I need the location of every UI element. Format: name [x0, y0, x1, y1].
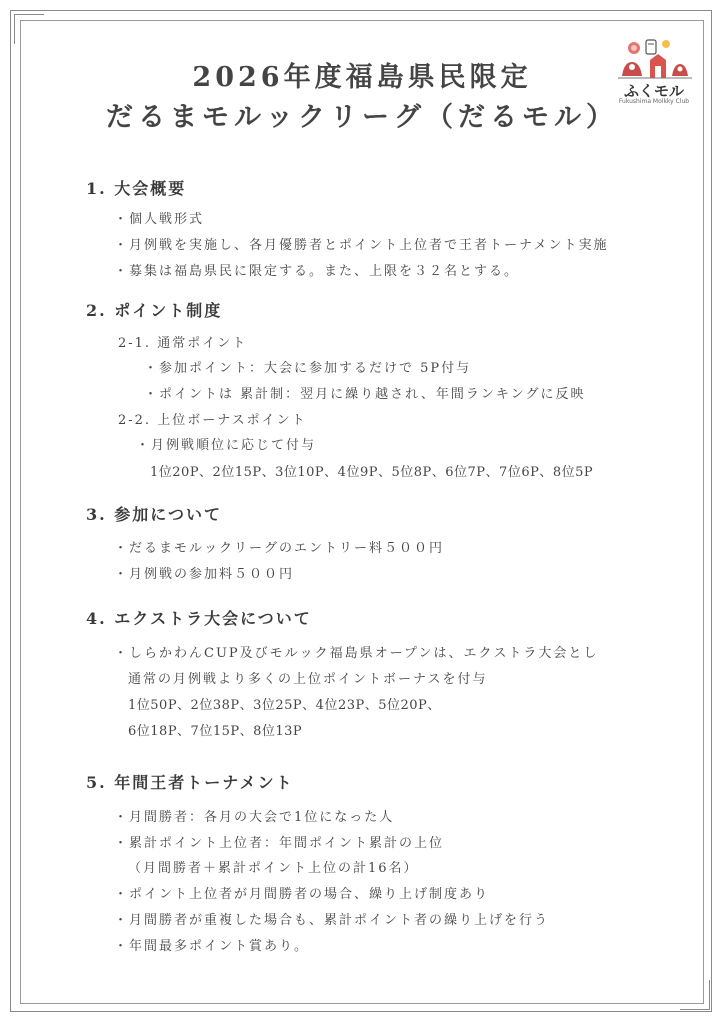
section-heading: 3. 参加について: [86, 505, 222, 524]
daruma-illustration-icon: [614, 36, 694, 82]
points-table-line: 1位20P、2位15P、3位10P、4位9P、5位8P、6位7P、7位6P、8位5P: [150, 465, 594, 480]
border-corner-line: [680, 1009, 710, 1010]
list-item-note: （月間勝者＋累計ポイント上位の計16名）: [128, 861, 419, 876]
list-item: ・月例戦順位に応じて付与: [136, 438, 317, 453]
list-item: ・しらかわんCUP及びモルック福島県オープンは、エクストラ大会とし: [114, 646, 599, 661]
club-logo: [614, 36, 694, 110]
list-item: ・月間勝者：各月の大会で1位になった人: [114, 810, 395, 825]
section-heading: 4. エクストラ大会について: [86, 609, 312, 628]
list-item: ・参加ポイント：大会に参加するだけで 5P付与: [144, 361, 472, 376]
logo-name: ふくモル: [623, 82, 684, 100]
points-table-line: 6位18P、7位15P、8位13P: [128, 724, 303, 739]
subsection-heading: 2-2. 上位ボーナスポイント: [118, 413, 307, 428]
list-item: ・ポイント上位者が月間勝者の場合、繰り上げ制度あり: [114, 887, 490, 902]
list-item-continuation: 通常の月例戦より多くの上位ポイントボーナスを付与: [128, 672, 488, 687]
border-corner-line: [14, 14, 44, 15]
section-heading: 1. 大会概要: [86, 179, 187, 198]
list-item: ・年間最多ポイント賞あり。: [114, 939, 310, 954]
list-item: ・月例戦の参加料５００円: [114, 567, 295, 582]
border-corner-line: [709, 980, 710, 1010]
border-corner-line: [14, 14, 15, 44]
list-item: ・募集は福島県民に限定する。また、上限を３２名とする。: [114, 264, 520, 279]
page-subtitle: だるまモルックリーグ（だるモル）: [106, 102, 618, 133]
list-item: ・個人戦形式: [114, 212, 205, 227]
section-heading: 2. ポイント制度: [86, 301, 223, 320]
points-table-line: 1位50P、2位38P、3位25P、4位23P、5位20P、: [128, 698, 441, 713]
list-item: ・累計ポイント上位者：年間ポイント累計の上位: [114, 836, 445, 851]
list-item: ・月間勝者が重複した場合も、累計ポイント者の繰り上げを行う: [114, 913, 550, 928]
page-title: 2026年度福島県民限定: [192, 62, 532, 93]
list-item: ・だるまモルックリーグのエントリー料５００円: [114, 541, 445, 556]
subsection-heading: 2-1. 通常ポイント: [118, 336, 248, 351]
logo-subtitle: Fukushima Molkky Club: [618, 98, 690, 105]
section-heading: 5. 年間王者トーナメント: [86, 773, 294, 792]
list-item: ・月例戦を実施し、各月優勝者とポイント上位者で王者トーナメント実施: [114, 238, 609, 253]
list-item: ・ポイントは 累計制：翌月に繰り越され、年間ランキングに反映: [144, 387, 586, 402]
